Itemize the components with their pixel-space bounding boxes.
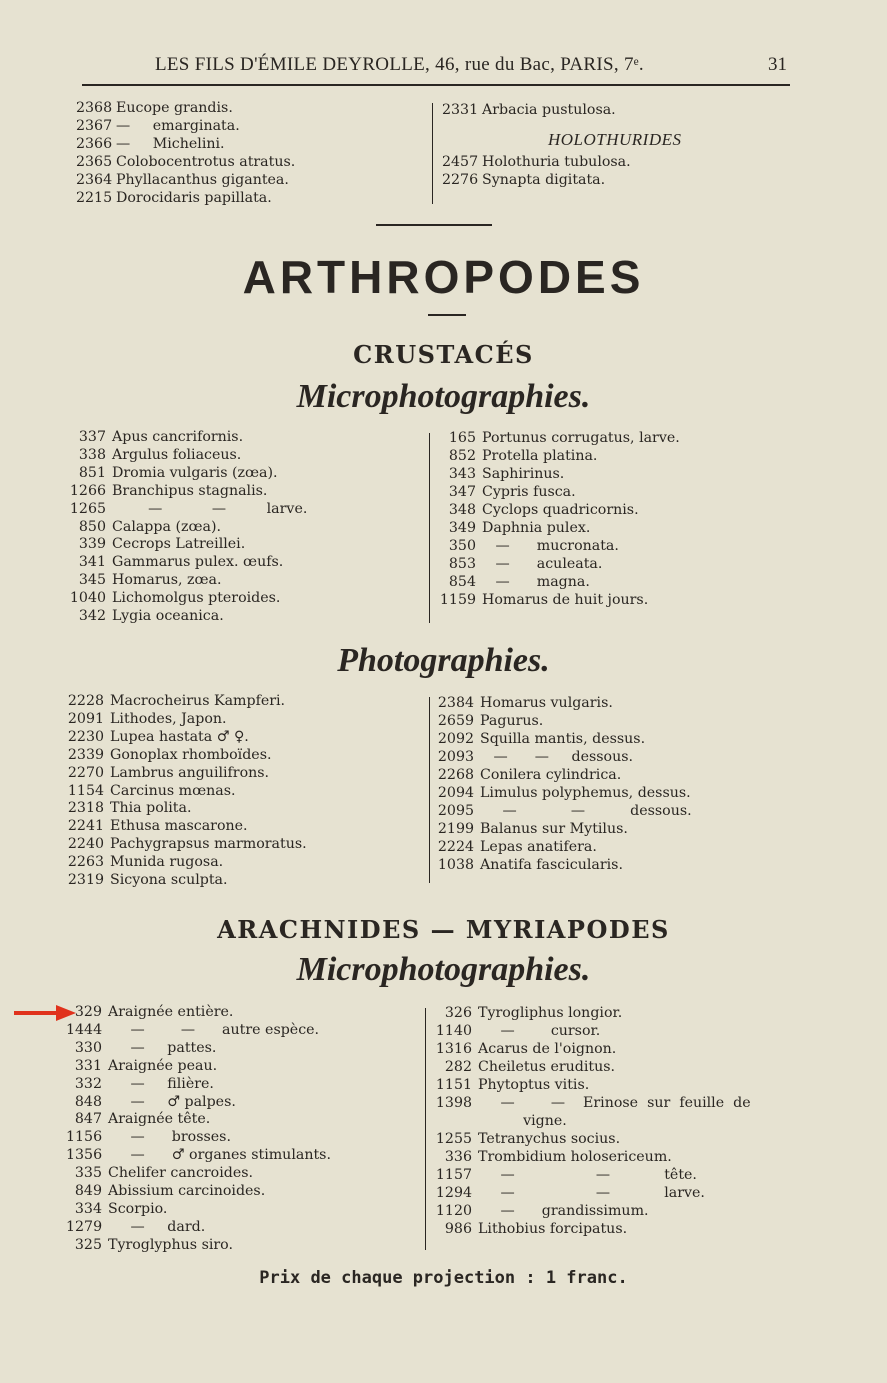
header-publisher: LES FILS D'ÉMILE DEYROLLE, 46, rue du Bac, PARIS, 7ᵉ. [155,54,644,75]
list-item [66,1236,233,1254]
catalog-number: 1120 [435,1203,472,1219]
item-name: Lygia oceanica. [112,608,224,624]
list-item [66,835,307,853]
list-item [66,446,241,464]
item-name: — magna. [482,574,590,590]
catalog-number: 851 [78,464,106,481]
catalog-number: 1157 [435,1167,472,1183]
item-name: Anatifa fascicularis. [480,857,623,873]
catalog-number: 165 [448,430,476,446]
list-item [66,482,267,500]
title-underline [428,314,466,316]
item-name: Protella platina. [482,448,598,464]
item-name: — emarginata. [116,118,240,134]
list-item [66,1021,319,1039]
list-item [66,1075,214,1093]
item-name: Cecrops Latreillei. [112,536,246,553]
catalog-number: 331 [74,1057,102,1074]
section-divider [376,224,492,226]
catalog-number: 342 [78,608,106,624]
catalog-number: 2368 [76,100,113,116]
list-item [66,1003,233,1021]
catalog-number: 2367 [76,118,113,134]
catalog-number: 2659 [437,713,474,729]
item-name: Cyclops quadricornis. [482,502,639,518]
list-item [436,730,645,748]
catalog-number: 850 [78,518,106,535]
item-name: Trombidium holosericeum. [478,1149,672,1165]
item-name: Homarus, zœa. [112,572,222,589]
catalog-number: 2215 [76,190,113,206]
main-title: ARTHROPODES [242,251,645,303]
list-item [434,1094,751,1112]
catalog-number: 2263 [67,854,104,871]
catalog-number: 848 [74,1093,102,1110]
catalog-number: 1279 [66,1218,103,1235]
list-item [434,1184,705,1202]
item-name: Lithobius forcipatus. [478,1221,628,1237]
item-name: Tyrogliphus longior. [478,1005,623,1021]
list-item [66,1146,331,1164]
item-name: Homarus de huit jours. [482,592,649,608]
list-item [66,1128,231,1146]
arachnides-title: ARACHNIDES — MYRIAPODES [217,915,670,944]
catalog-number: 1444 [66,1021,103,1038]
catalog-number: 2241 [67,818,104,835]
catalog-number: 282 [444,1059,472,1075]
item-name: Lupea hastata ♂ ♀. [110,728,249,745]
list-item [66,1057,217,1075]
catalog-number: 334 [74,1200,102,1217]
catalog-number: 1140 [435,1023,472,1039]
item-name: — — larve. [478,1185,705,1201]
catalog-number: 2094 [437,785,474,801]
crustaces-micro-divider [429,433,430,623]
list-item [66,728,249,746]
catalog-number: 330 [74,1039,102,1056]
list-item [66,764,269,782]
list-item [66,871,228,889]
item-name: Cheiletus eruditus. [478,1059,616,1075]
catalog-number: 347 [448,484,476,500]
header-rule [82,84,790,86]
catalog-number: 329 [74,1004,102,1020]
top-column-divider [432,103,433,204]
list-item [66,1218,205,1236]
catalog-number: 2457 [442,154,479,170]
item-name: Argulus foliaceus. [112,446,242,463]
list-item [438,483,576,501]
item-name: Phytoptus vitis. [478,1077,590,1093]
item-name: Conilera cylindrica. [480,767,622,783]
list-item [66,853,223,871]
item-name: — mucronata. [482,538,619,554]
list-item [66,464,278,482]
catalog-number: 2318 [67,800,104,817]
catalog-number: 1266 [69,482,106,499]
list-item [434,1112,567,1130]
list-item [436,748,633,766]
list-item [66,1093,236,1111]
catalog-number: 338 [78,446,106,463]
item-name: Acarus de l'oignon. [478,1041,617,1057]
catalog-number: 849 [74,1183,102,1199]
catalog-number: 336 [444,1149,472,1165]
list-item [66,607,224,625]
item-name: Abissium carcinoides. [108,1183,266,1199]
arachnides-micro-title: Microphotographies. [296,951,591,988]
list-item [66,799,191,817]
catalog-number: 1356 [66,1147,103,1164]
catalog-number: 2093 [437,749,474,765]
catalog-number: 986 [444,1221,472,1237]
catalog-number: 2228 [67,693,104,709]
item-name: Cypris fusca. [482,484,576,500]
item-name: Gonoplax rhomboïdes. [110,746,272,763]
list-item [438,537,619,555]
catalog-number: 2339 [67,746,104,763]
item-name: Lithodes, Japon. [110,710,227,727]
item-name: — cursor. [478,1023,601,1039]
list-item [438,519,590,537]
item-name: Tetranychus socius. [478,1131,621,1147]
list-item [436,694,613,712]
item-name: Daphnia pulex. [482,520,591,536]
list-item [434,1076,589,1094]
list-item [434,1040,616,1058]
list-item [436,856,623,874]
list-item [438,591,648,609]
item-name: Pachygrapsus marmoratus. [110,836,307,853]
crustaces-micro-title: Microphotographies. [296,378,591,415]
list-item [76,135,225,153]
item-name: Phyllacanthus gigantea. [116,172,289,188]
catalog-number: 2092 [437,731,474,747]
item-name: Chelifer cancroides. [108,1165,254,1182]
item-name: Synapta digitata. [482,172,606,188]
list-item [66,1039,216,1057]
list-item [436,802,692,820]
list-item [66,553,283,571]
catalog-number: 2366 [76,136,113,152]
list-item [434,1130,620,1148]
list-item [76,189,272,207]
catalog-number: 1154 [67,782,104,799]
item-name: — ♂ palpes. [108,1093,236,1110]
catalog-number: 1316 [435,1041,472,1057]
catalog-number: 345 [78,572,106,589]
item-name: — grandissimum. [478,1203,649,1219]
list-item [66,1200,167,1218]
item-name: Apus cancrifornis. [112,429,244,445]
item-name: Dorocidaris papillata. [116,190,272,206]
item-name: — — larve. [112,500,308,517]
item-name: Macrocheirus Kampferi. [110,693,286,709]
item-name: Eucope grandis. [116,100,233,116]
catalog-number: 343 [448,466,476,482]
catalog-number: 2091 [67,710,104,727]
catalog-number: 2276 [442,172,479,188]
list-item [66,518,221,536]
list-item [66,1164,253,1182]
catalog-number: 847 [74,1111,102,1128]
list-item [66,1110,210,1128]
list-item [66,1182,265,1200]
list-item [66,746,272,764]
item-name: Arbacia pustulosa. [482,102,616,118]
catalog-number: 854 [448,574,476,590]
item-name: Portunus corrugatus, larve. [482,430,680,446]
list-item [438,429,680,447]
item-name: Scorpio. [108,1200,168,1217]
list-item [66,782,236,800]
crustaces-photo-title: Photographies. [337,642,550,679]
item-name: Munida rugosa. [110,854,224,871]
page-number: 31 [768,54,787,75]
item-name: vigne. [478,1113,567,1129]
item-name: Lambrus anguilifrons. [110,764,270,781]
list-item [434,1148,672,1166]
item-name: — — autre espèce. [108,1021,320,1038]
catalog-number: 341 [78,554,106,571]
list-item [66,817,248,835]
list-item [66,710,227,728]
catalog-number: 332 [74,1075,102,1092]
list-item [436,820,628,838]
item-name: — aculeata. [482,556,603,572]
list-item [434,1166,697,1184]
catalog-number: 853 [448,556,476,572]
catalog-number: 1156 [66,1129,103,1146]
list-item [436,784,691,802]
list-item [436,766,621,784]
crustaces-photo-divider [429,697,430,883]
list-item [434,1202,649,1220]
item-name: Holothuria tubulosa. [482,154,631,170]
item-name: — filière. [108,1075,214,1092]
holothurides-label: HOLOTHURIDES [548,130,682,149]
item-name: Sicyona sculpta. [110,872,228,888]
catalog-number: 348 [448,502,476,518]
item-name: — pattes. [108,1039,217,1056]
price-footer: Prix de chaque projection : 1 franc. [259,1268,628,1288]
list-item [76,171,289,189]
item-name: Pagurus. [480,713,544,729]
catalog-number: 2224 [437,839,474,855]
list-item [66,589,280,607]
catalog-number: 1255 [435,1131,472,1147]
catalog-number: 335 [74,1165,102,1182]
list-item [434,1058,615,1076]
catalog-number: 1398 [435,1095,472,1111]
list-item [436,712,543,730]
item-name: Araignée peau. [108,1057,218,1074]
list-item [66,692,285,710]
catalog-number: 2319 [67,872,104,888]
list-item [66,535,245,553]
catalog-number: 337 [78,429,106,445]
list-item [442,101,616,119]
catalog-number: 325 [74,1236,102,1253]
catalog-number: 1159 [439,592,476,608]
item-name: — ♂ organes stimulants. [108,1147,331,1164]
catalog-number: 349 [448,520,476,536]
item-name: Branchipus stagnalis. [112,482,268,499]
item-name: — brosses. [108,1129,231,1146]
item-name: Gammarus pulex. œufs. [112,554,284,571]
catalog-number: 350 [448,538,476,554]
list-item [434,1220,627,1238]
list-item [442,153,631,171]
catalog-number: 2364 [76,172,113,188]
catalog-number: 852 [448,448,476,464]
list-item [66,500,307,518]
item-name: Colobocentrotus atratus. [116,154,296,170]
item-name: Araignée entière. [108,1004,234,1020]
item-name: — — Erinose sur feuille de [478,1095,751,1111]
item-name: Saphirinus. [482,466,565,482]
item-name: Limulus polyphemus, dessus. [480,785,691,801]
list-item [76,99,233,117]
item-name: Balanus sur Mytilus. [480,821,628,837]
item-name: Calappa (zœa). [112,518,221,535]
catalog-number: 1294 [435,1185,472,1201]
item-name: Homarus vulgaris. [480,695,613,711]
catalog-number: 326 [444,1005,472,1021]
item-name: Dromia vulgaris (zœa). [112,464,278,481]
catalog-number: 2230 [67,728,104,745]
item-name: — dard. [108,1218,206,1235]
catalog-number: 2240 [67,836,104,853]
catalog-number: 2331 [442,102,479,118]
catalog-number: 2270 [67,764,104,781]
catalog-number: 339 [78,536,106,553]
page-header [0,54,887,82]
catalog-number: 2199 [437,821,474,837]
list-item [442,171,605,189]
arachnides-divider [425,1008,426,1250]
list-item [438,447,597,465]
list-item [436,838,597,856]
list-item [438,501,639,519]
item-name: Lichomolgus pteroides. [112,590,281,607]
item-name: Araignée tête. [108,1111,211,1128]
item-name: Squilla mantis, dessus. [480,731,646,747]
list-item [438,465,564,483]
list-item [434,1022,600,1040]
list-item [438,573,590,591]
list-item [66,571,222,589]
item-name: — — tête. [478,1167,697,1183]
catalog-number: 1040 [69,590,106,607]
catalog-number: 1038 [437,857,474,873]
item-name: Tyroglyphus siro. [108,1236,233,1253]
catalog-number: 2365 [76,154,113,170]
crustaces-title: CRUSTACÉS [353,340,534,369]
item-name: — — dessous. [480,803,692,819]
item-name: Carcinus mœnas. [110,782,236,799]
list-item [76,153,295,171]
item-name: Thia polita. [110,800,192,817]
item-name: — — dessous. [480,749,634,765]
list-item [438,555,602,573]
item-name: Ethusa mascarone. [110,818,248,835]
list-item [434,1004,622,1022]
catalog-number: 2095 [437,803,474,819]
item-name: — Michelini. [116,136,225,152]
list-item [66,428,243,446]
catalog-number: 1151 [435,1077,472,1093]
item-name: Lepas anatifera. [480,839,597,855]
catalog-number: 1265 [69,500,106,517]
list-item [76,117,240,135]
catalog-number: 2268 [437,767,474,783]
catalog-number: 2384 [437,695,474,711]
